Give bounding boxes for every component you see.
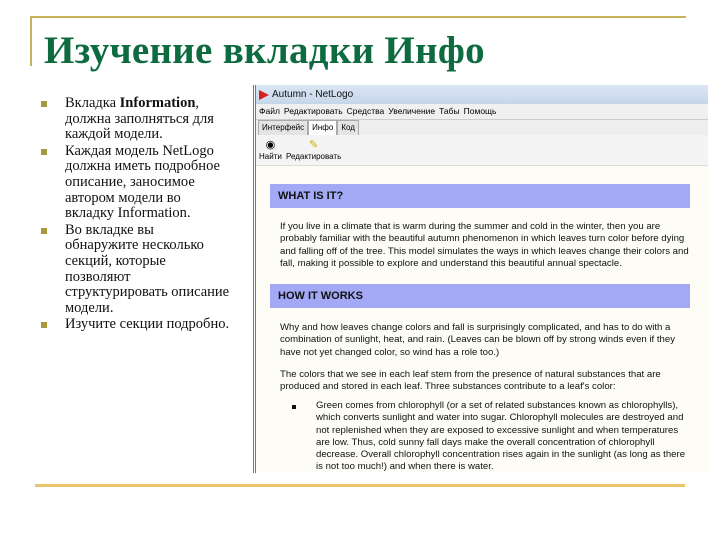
square-bullet-icon (41, 149, 47, 155)
pencil-icon: ✎ (309, 139, 319, 151)
square-bullet-icon (41, 322, 47, 328)
menu-edit[interactable]: Редактировать (283, 106, 343, 116)
bullet-item: Вкладка Information, должна заполняться для каждой модели. (30, 96, 230, 143)
bullet-item: Каждая модель NetLogo должна иметь подробное описание, заносимое автором модели во вкладку Information. (30, 144, 230, 222)
bullet-item: Во вкладке вы обнаружите несколько секций, которые позволяют структурировать описание модели. (30, 223, 230, 317)
tab-bar (256, 120, 708, 135)
bullet-item: Изучите секции подробно. (30, 317, 230, 333)
menu-bar (256, 104, 708, 120)
netlogo-screenshot (253, 85, 708, 473)
find-button[interactable]: ◉ Найти (259, 139, 282, 161)
window-titlebar: Autumn - NetLogo (256, 85, 708, 104)
tab-code[interactable]: Код (337, 120, 359, 135)
square-bullet-icon (41, 101, 47, 107)
section-text: The colors that we see in each leaf stem from the presence of natural substances that are produced and stored in each leaf. Three substances contribute to a leaf's color: (280, 369, 661, 393)
square-bullet-icon (41, 228, 47, 234)
netlogo-logo-icon (259, 90, 269, 100)
section-text: If you live in a climate that is warm during the summer and cold in the winter, then you are probably familiar with the beautiful autumn phenomenon in which leaves turn color before dying and falling off of the tree. This model simulates the ways in which leaves change their colors and fall, making it possible to explore and understand this beautiful annual spectacle. (280, 221, 689, 269)
bottom-rule (35, 484, 685, 487)
edit-button[interactable]: ✎ Редактировать (286, 139, 342, 161)
section-heading: HOW IT WORKS (270, 284, 690, 308)
slide-title: Изучение вкладки Инфо (44, 29, 485, 72)
tab-interface[interactable]: Интерфейс (258, 120, 308, 135)
menu-zoom[interactable]: Увеличение (388, 106, 436, 116)
tab-info[interactable]: Инфо (308, 120, 337, 135)
toolbar (256, 135, 708, 166)
info-content (256, 165, 708, 473)
menu-file[interactable]: Файл (259, 106, 280, 116)
square-bullet-icon (292, 405, 296, 409)
section-heading: WHAT IS IT? (270, 184, 690, 208)
top-rule (30, 16, 686, 18)
section-text: Why and how leaves change colors and fall is surprisingly complicated, and has to do with a combination of sunlight, heat, and rain. (Leaves can be blown off by strong winds even if they have not yet changed color, so wind has a role too.) (280, 322, 676, 358)
title-accent-rule (30, 16, 32, 66)
menu-tools[interactable]: Средства (346, 106, 385, 116)
section-list-item: Green comes from chlorophyll (or a set of related substances known as chlorophylls), which converts sunlight and water into sugar. Chlorophyll molecules are destroyed and not replenished when they are exposed to excessive sunlight and when temperatures are low. Thus, cold sunny fall days make the overall concentration of chlorophyll decrease. Overall chlorophyll concentration rises again in the sunlight (as long as there is not too much!) and when there is water. (316, 400, 686, 473)
bullet-list (30, 96, 230, 334)
menu-tabs[interactable]: Табы (439, 106, 460, 116)
binoculars-icon: ◉ (265, 139, 276, 151)
menu-help[interactable]: Помощь (463, 106, 497, 116)
